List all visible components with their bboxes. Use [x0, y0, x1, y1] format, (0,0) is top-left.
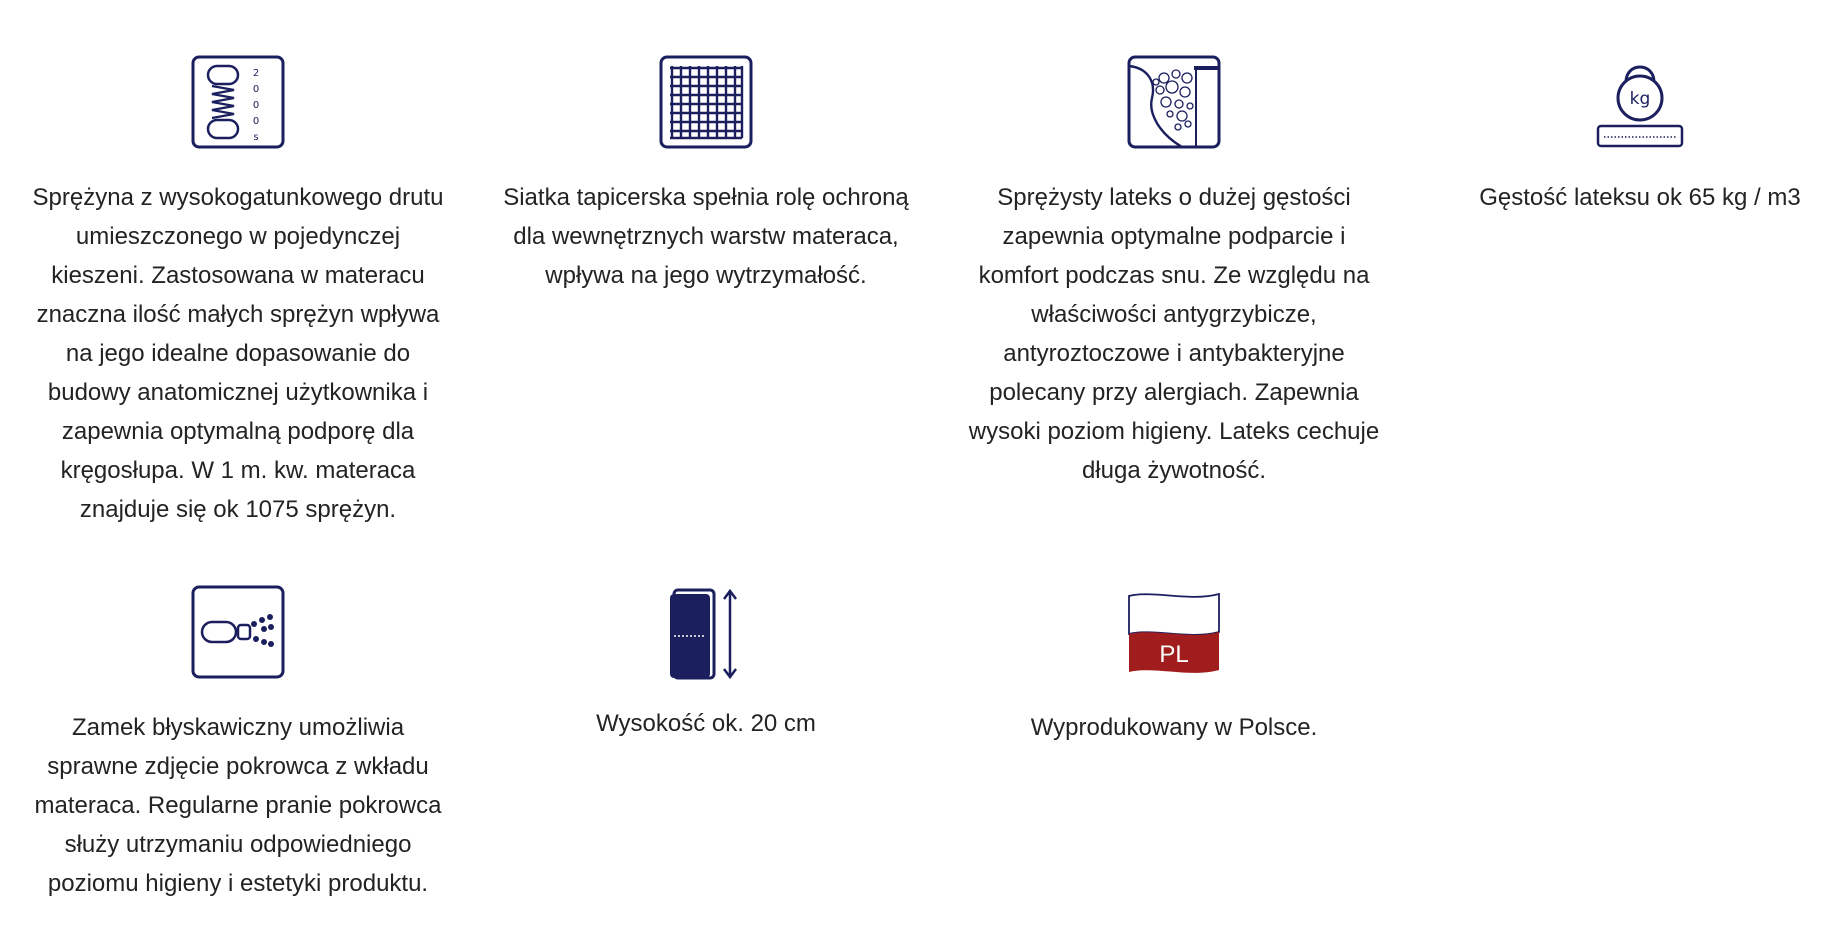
feature-upholstery-mesh: [486, 54, 926, 295]
feature-made-in-poland: [954, 584, 1394, 747]
feature-description: Zamek błyskawiczny umożliwia sprawne zdjęcie pokrowca z wkładu materaca. Regularne pranie pokrowca służy utrzymaniu odpowiedniego poziomu higieny i estetyki produktu.: [34, 714, 442, 897]
upholstery-mesh-icon: [658, 54, 754, 150]
mattress-height-icon: [658, 584, 754, 680]
feature-mattress-height: [486, 584, 926, 743]
feature-description: Siatka tapicerska spełnia rolę ochroną dla wewnętrznych warstw materaca, wpływa na jego wytrzymałość.: [503, 184, 909, 289]
pocket-spring-icon: [190, 54, 286, 150]
feature-description: Wyprodukowany w Polsce.: [1030, 714, 1318, 741]
latex-foam-icon: [1126, 54, 1222, 150]
feature-description: Gęstość lateksu ok 65 kg / m3: [1479, 184, 1801, 211]
feature-pocket-spring: [18, 54, 458, 529]
kg-label: kg: [1629, 89, 1651, 109]
svg-text:s: s: [253, 132, 259, 143]
kettlebell-density-icon: [1592, 54, 1688, 150]
svg-text:0: 0: [252, 84, 260, 95]
feature-zipper: [18, 584, 458, 903]
svg-text:2: 2: [252, 68, 260, 79]
polish-flag-icon: [1126, 584, 1222, 680]
zipper-icon: [190, 584, 286, 680]
pl-label: PL: [1159, 641, 1189, 668]
svg-text:0: 0: [252, 100, 260, 111]
feature-latex-density: [1420, 54, 1834, 217]
feature-description: Sprężysty lateks o dużej gęstości zapewnia optymalne podparcie i komfort podczas snu. Ze względu na właściwości antygrzybicze, antyroztoczowe i antybakteryjne polecany przy alergiach. Zapewnia wysoki poziom higieny. Lateks cechuje długa żywotność.: [968, 184, 1380, 484]
feature-description: Sprężyna z wysokogatunkowego drutu umieszczonego w pojedynczej kieszeni. Zastosowana w materacu znaczna ilość małych sprężyn wpływa na jego idealne dopasowanie do budowy anatomicznej użytkownika i zapewnia optymalną podporę dla kręgosłupa. W 1 m. kw. materaca znajduje się ok 1075 sprężyn.: [32, 184, 444, 523]
feature-latex-foam: [954, 54, 1394, 490]
svg-text:0: 0: [252, 116, 260, 127]
feature-description: Wysokość ok. 20 cm: [596, 710, 816, 737]
